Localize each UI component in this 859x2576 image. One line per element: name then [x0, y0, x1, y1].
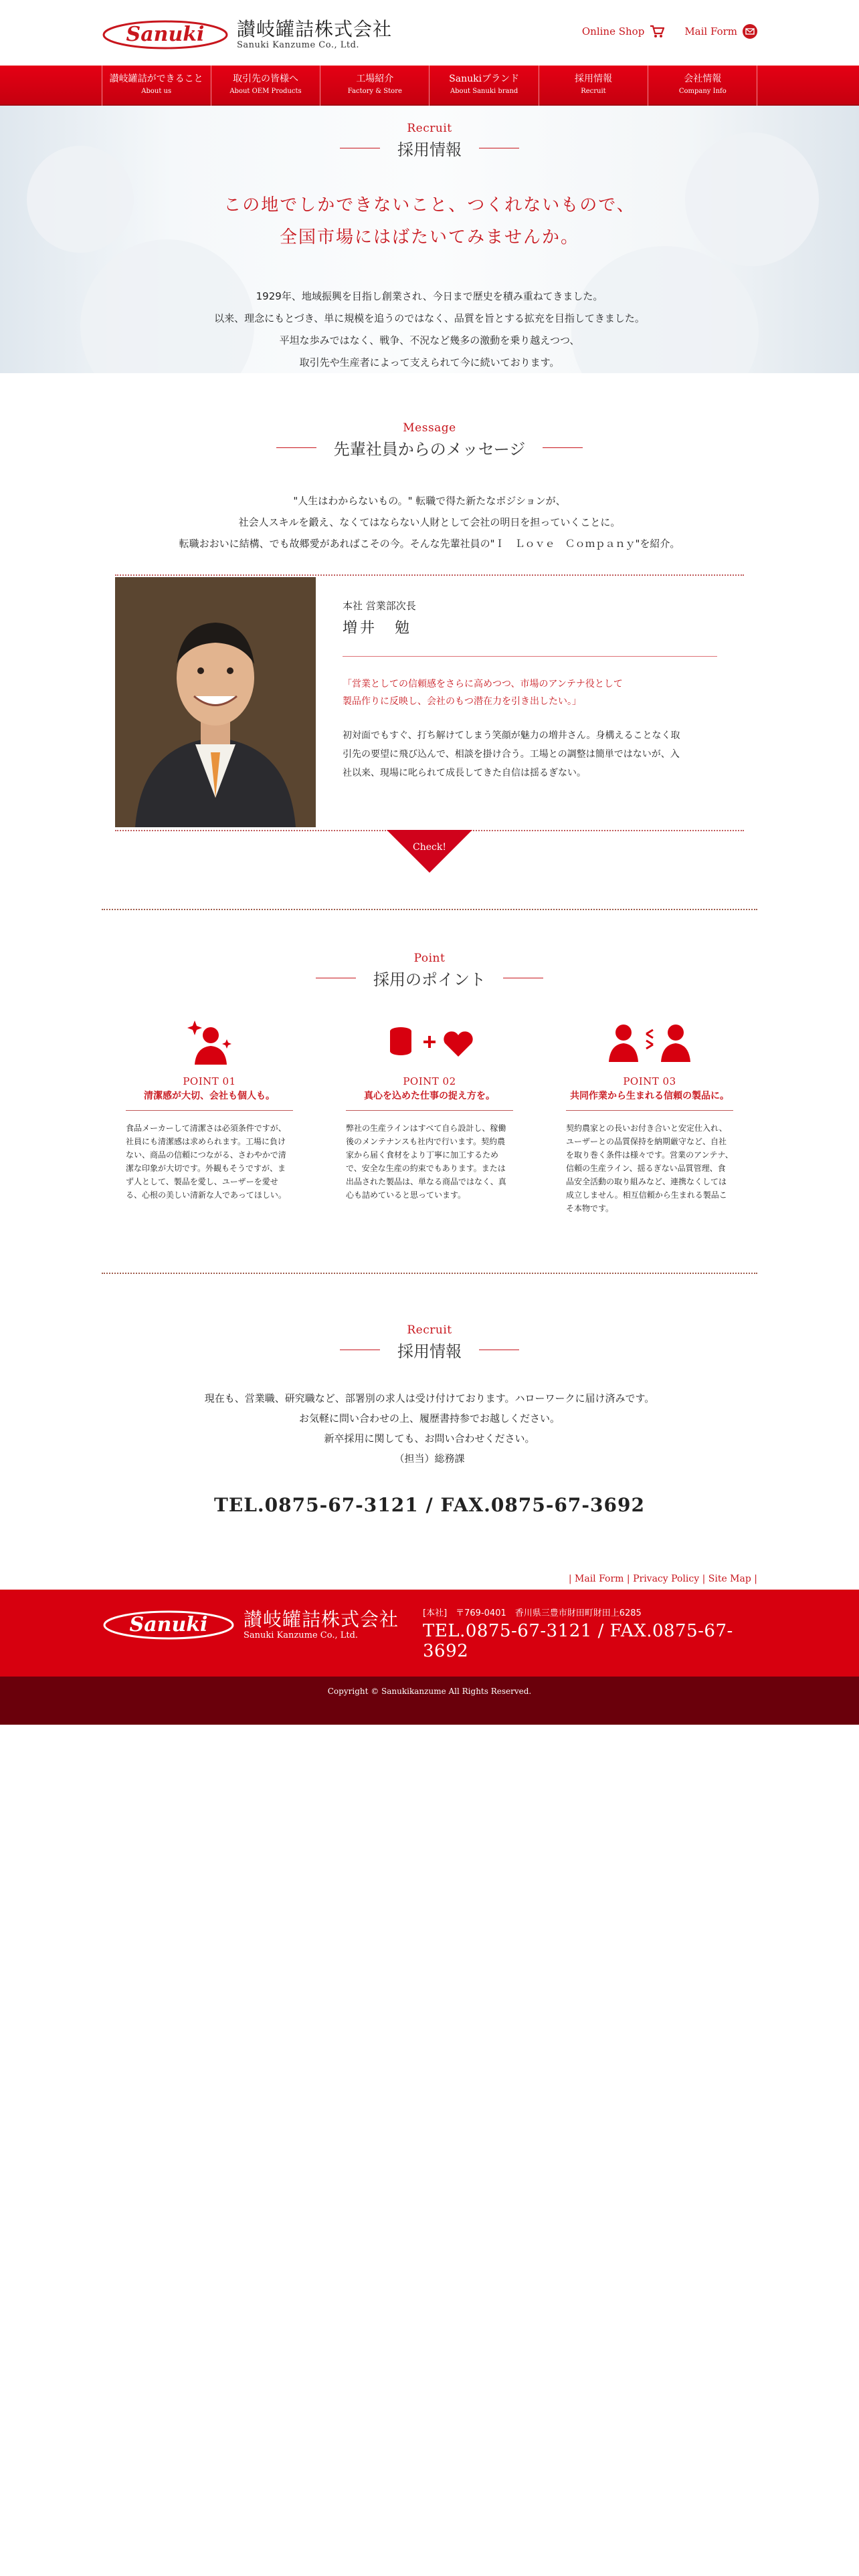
svg-text:Sanuki: Sanuki [129, 1613, 208, 1636]
footer-contact [423, 1606, 757, 1661]
footer-logo[interactable] [102, 1608, 399, 1642]
points-list [126, 1018, 733, 1215]
hero-body [0, 286, 859, 373]
sanuki-logo-mark [102, 19, 229, 51]
nav-label-jp: 讃岐罐詰ができること [109, 74, 203, 84]
hero-body-line: 1929年、地域振興を目指し創業され、今日まで歴史を積み重ねてきました。 [256, 290, 603, 302]
title-rule [276, 447, 316, 448]
point-number: POINT 02 [403, 1075, 456, 1087]
footer-link-mail-form[interactable]: Mail Form [575, 1574, 624, 1584]
mail-icon [743, 24, 757, 39]
employee-quote [343, 675, 717, 710]
hero-section [0, 106, 859, 373]
employee-description [343, 726, 717, 782]
point-title: 清潔感が大切、会社も個人も。 [126, 1089, 293, 1111]
point-number: POINT 03 [623, 1075, 676, 1087]
footer-link-privacy[interactable]: Privacy Policy [633, 1574, 700, 1584]
points-section [102, 910, 757, 1274]
copyright-bar [0, 1677, 859, 1725]
footer-company-jp: 讃岐罐詰株式会社 [244, 1608, 399, 1630]
employee-description-line: 社以来、現場に叱られて成長してきた自信は揺るぎない。 [343, 768, 586, 778]
check-button-label[interactable]: Check! [413, 842, 446, 853]
employee-quote-line: 「営業としての信頼感をさらに高めつつ、市場のアンテナ役として [343, 679, 623, 689]
footer-phone: TEL.0875-67-3121 / FAX.0875-67-3692 [423, 1621, 733, 1661]
message-intro-line: "人生はわからないもの。" 転職で得た新たなポジションが、 [293, 495, 566, 507]
message-intro-line: 転職おおいに結構、でも故郷愛があればこその今。そんな先輩社員の"Ｉ Ｌｏｖｅ Ｃｏｍｐａｎｙ"を紹介。 [179, 538, 680, 550]
footer-link-sitemap[interactable]: Site Map [708, 1574, 751, 1584]
nav-label-jp: 会社情報 [684, 74, 722, 84]
nav-label-jp: 取引先の皆様へ [232, 74, 298, 84]
section-label-en: Point [413, 952, 446, 965]
point-text: 食品メーカーして清潔さは必須条件ですが、社員にも清潔感は求められます。工場に負けない、商品の信頼につながる、さわやかで清潔な印象が大切です。外観もそうですが、まず人として、製品を愛し、ユーザーを愛せる、心根の美しい清新な人であってほしい。 [126, 1123, 286, 1200]
hero-headline [0, 189, 859, 253]
message-intro [102, 490, 757, 554]
nav-item-brand[interactable] [430, 66, 539, 106]
section-title [102, 436, 757, 459]
section-title [102, 966, 757, 990]
employee-quote-line: 製品作りに反映し、会社のもつ潜在力を引き出したい。」 [343, 696, 581, 707]
nav-item-oem[interactable] [211, 66, 320, 106]
nav-item-factory[interactable] [320, 66, 430, 106]
point-item [126, 1018, 293, 1215]
can-plus-heart-icon [386, 1022, 473, 1062]
point-item [566, 1018, 733, 1215]
employee-profile-card [115, 574, 744, 853]
employee-photo [115, 577, 316, 827]
footer-address: [本社] 〒769-0401 香川県三豊市財田町財田上6285 [423, 1608, 642, 1618]
online-shop-link[interactable] [582, 25, 664, 38]
nav-item-about[interactable] [102, 66, 211, 106]
contact-phone: TEL.0875-67-3121 / FAX.0875-67-3692 [214, 1494, 645, 1516]
online-shop-label: Online Shop [581, 25, 645, 37]
point-item [346, 1018, 513, 1215]
svg-text:Sanuki: Sanuki [126, 23, 205, 46]
employee-description-line: 引先の要望に飛び込んで、相談を掛け合う。工場との調整は簡単ではないが、入 [343, 749, 680, 760]
point-text: 弊社の生産ラインはすべて自ら設計し、稼働後のメンテナンスも社内で行います。契約農家から届く食材をより丁寧に加工するためで、安全な生産の約束でもあります。または出品された製品は、単なる商品ではなく、真心も詰めていると思っています。 [346, 1123, 506, 1200]
point-title: 共同作業から生まれる信頼の製品に。 [566, 1089, 733, 1111]
nav-label-en: About OEM Products [229, 88, 302, 95]
recruit-info-line: 新卒採用に関しても、お問い合わせください。 [324, 1432, 535, 1444]
employee-info [343, 599, 717, 782]
section-label-en: Recruit [407, 1323, 452, 1337]
employee-name: 増井 勉 [343, 620, 413, 637]
recruit-info-line: お気軽に問い合わせの上、履歴書持参でお越しください。 [298, 1412, 560, 1424]
point-text: 契約農家との長いお付き合いと安定仕入れ、ユーザーとの品質保持を納期厳守など、自社を取り巻く条件は様々です。営業のアンテナ、信頼の生産ライン、揺るぎない品質管理、食品安全活動の取り組みなど、連携なくしては成立しません。相互信頼から生まれる製品こそ本物です。 [566, 1123, 733, 1213]
footer-links: | Mail Form | Privacy Policy | Site Map | [568, 1574, 757, 1584]
nav-label-jp: 採用情報 [574, 74, 612, 84]
mail-form-link[interactable] [684, 24, 757, 39]
recruit-info-line: （担当）総務課 [394, 1453, 465, 1465]
site-header [102, 0, 757, 66]
nav-label-jp: Sanukiブランド [449, 74, 520, 84]
nav-item-recruit[interactable] [539, 66, 648, 106]
company-name-jp: 讃岐罐詰株式会社 [237, 18, 393, 40]
exchange-people-icon [606, 1021, 693, 1063]
section-label-en: Message [403, 421, 456, 435]
footer-company-en: Sanuki Kanzume Co., Ltd. [244, 1630, 359, 1640]
nav-label-en: About Sanuki brand [450, 88, 518, 95]
section-label-en: Recruit [407, 122, 452, 135]
global-nav [0, 66, 859, 106]
company-logo[interactable] [102, 19, 392, 51]
section-title-text: 採用情報 [397, 1342, 462, 1361]
company-name-en: Sanuki Kanzume Co., Ltd. [237, 40, 360, 50]
section-title-text: 先輩社員からのメッセージ [333, 440, 526, 459]
point-number: POINT 01 [183, 1075, 236, 1087]
recruit-info-section [102, 1274, 757, 1584]
divider [343, 656, 717, 657]
nav-item-company[interactable] [648, 66, 757, 106]
nav-label-en: Factory & Store [347, 88, 402, 95]
site-footer [0, 1590, 859, 1677]
mail-form-label: Mail Form [684, 25, 737, 37]
hero-headline-line: 全国市場にはばたいてみませんか。 [279, 227, 579, 247]
employee-position: 本社 営業部次長 [343, 600, 416, 612]
section-title-text: 採用のポイント [373, 970, 486, 989]
hero-headline-line: この地でしかできないこと、つくれないもので、 [223, 195, 636, 215]
section-title [102, 1338, 757, 1362]
title-rule [543, 447, 583, 448]
recruit-info-line: 現在も、営業職、研究職など、部署別の求人は受け付けております。ハローワークに届け済みです。 [204, 1392, 655, 1404]
sanuki-logo-mark [102, 1608, 235, 1642]
point-title: 真心を込めた仕事の捉え方を。 [346, 1089, 513, 1111]
employee-portrait [115, 577, 316, 827]
recruit-info-body [102, 1388, 757, 1469]
sparkle-person-icon [183, 1018, 236, 1066]
section-title-text: 採用情報 [397, 140, 462, 159]
section-title [0, 136, 859, 160]
message-section [102, 373, 757, 910]
employee-description-line: 初対面でもすぐ、打ち解けてしまう笑顔が魅力の増井さん。身構えることなく取 [343, 730, 680, 741]
message-intro-line: 社会人スキルを鍛え、なくてはならない人財として会社の明日を担っていくことに。 [238, 516, 621, 528]
hero-body-line: 取引先や生産者によって支えられて今に続いております。 [299, 356, 560, 368]
nav-label-en: About us [141, 88, 172, 95]
nav-label-en: Recruit [581, 88, 606, 95]
nav-label-jp: 工場紹介 [356, 74, 394, 84]
cart-icon [650, 25, 664, 38]
hero-body-line: 以来、理念にもとづき、単に規模を追うのではなく、品質を旨とする拡充を目指してきました。 [214, 312, 645, 324]
hero-body-line: 平坦な歩みではなく、戦争、不況など幾多の激動を乗り越えつつ、 [279, 334, 580, 346]
nav-label-en: Company Info [678, 88, 727, 95]
copyright-text: Copyright © Sanukikanzume All Rights Reserved. [327, 1687, 532, 1696]
